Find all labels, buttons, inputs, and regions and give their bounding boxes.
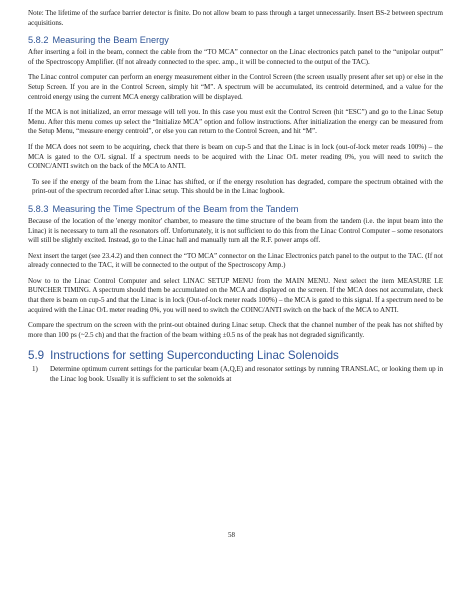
section-heading-5-8-3 bbox=[28, 204, 443, 215]
section-title: Measuring the Beam Energy bbox=[52, 35, 169, 46]
paragraph: If the MCA does not seem to be acquiring, check that there is beam on cup-5 and that the Linac is in lock (out-of-lock meter reads 100%) – the MCA is gated to the O/L signal. If a spectrum needs to be acquired with the Linac O/L meter reading 0%, you will need to switch the COINC/ANTI switch on the back of the MCA to ANTI. bbox=[28, 142, 443, 171]
list-item bbox=[28, 365, 443, 384]
section-number: 5.8.3 bbox=[28, 203, 49, 214]
section-title: Measuring the Time Spectrum of the Beam from the Tandem bbox=[52, 203, 299, 214]
paragraph: After inserting a foil in the beam, connect the cable from the “TO MCA” connector on the Linac electronics patch panel to the “unipolar output” of the Spectroscopy Amplifier. (If not already connected to the spec. amp., it will be connected to the output of the TAC). bbox=[28, 48, 443, 66]
list-item-text: Determine optimum current settings for the particular beam (A,Q,E) and resonator settings by running TRANSLAC, or looking them up in the Linac log book. Usually it is sufficient to set the solenoids at bbox=[50, 365, 443, 384]
energy-shift-note: To see if the energy of the beam from the Linac has shifted, or if the energy resolution has degraded, compare the spectrum obtained with the print-out of the spectrum recorded after Linac setup. This should be in the Linac logbook. bbox=[32, 177, 443, 196]
paragraph: Compare the spectrum on the screen with the print-out obtained during Linac setup. Check that the channel number of the peak has not shifted by more than 100 ps (~2.5 ch) and that the fraction of the beam withing ±0.5 ns of the peak has not degraded significantly. bbox=[28, 321, 443, 339]
section-heading-5-9 bbox=[28, 349, 443, 362]
lifetime-note: Note: The lifetime of the surface barrier detector is finite. Do not allow beam to pass through a target unnecessarily. Insert BS-2 between spectrum acquisitions. bbox=[28, 9, 443, 27]
list-marker: 1) bbox=[32, 365, 38, 374]
document-page bbox=[28, 9, 443, 385]
section-title: Instructions for setting Superconducting Linac Solenoids bbox=[50, 349, 339, 363]
paragraph: If the MCA is not initialized, an error message will tell you. In this case you must exit the Control Screen (hit “ESC”) and go to the Linac Setup Menu. After this menu comes up select the “Initialize MCA” option and follow instructions. After initialization the energy can be measured from the Setup Menu, “measure energy centroid”, or else you can return to the Control Screen, and hit “M”. bbox=[28, 108, 443, 136]
page-number: 58 bbox=[228, 531, 235, 539]
paragraph: Now to to the Linac Control Computer and select LINAC SETUP MENU from the MAIN MENU. Next select the item MEASURE LE BUNCHER TIMING. A spectrum should them be accumulated on the MCA and displayed on the screen. If the MCA does not accumulate, check that there is beam on cup-5 and that the Linac is in lock (Out-of-lock meter reads 100%) – the MCA is gated to this signal. If a spectrum need to be acquired with the Linac O/L meter reading 0%, you will need to switch the COINC/ANTI switch on the back of the MCA to ANTI. bbox=[28, 276, 443, 314]
paragraph: Because of the location of the 'energy monitor' chamber, to measure the time structure of the beam from the tandem (i.e. the input beam into the Linac) it is necessary to turn all the resonators off. Unfortunately, it is not sufficient to do this from the Linac Control Computer – some resonators will still be slightly excited. Instead, go to the Linac hall and manually turn all the R.F. power amps off. bbox=[28, 216, 443, 245]
section-number: 5.9 bbox=[28, 349, 45, 363]
paragraph: The Linac control computer can perform an energy measurement either in the Control Screen (the screen usually present after set up) or else in the Setup Screen. If you are in the Control Screen, simply hit “M”. A spectrum will be accumulated, its centroid determined, and a value for the centroid energy using the current MCA energy calibration will be displayed. bbox=[28, 73, 443, 101]
section-number: 5.8.2 bbox=[28, 35, 49, 46]
paragraph: Next insert the target (see 23.4.2) and then connect the “TO MCA” connector on the Linac Electronics patch panel to the output to the TAC. (If not already connected to the TAC, it will be connected to the output of the Spectroscopy Amp.) bbox=[28, 251, 443, 270]
section-heading-5-8-2 bbox=[28, 35, 443, 46]
